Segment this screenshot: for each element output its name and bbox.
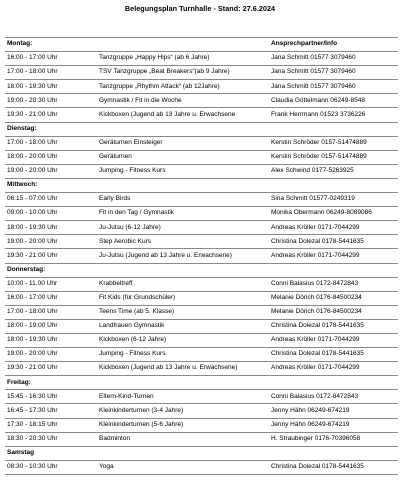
- day-contact-empty: [269, 263, 398, 277]
- contact-cell: Christina Dolezal 0178-5441635: [269, 460, 398, 474]
- contact-cell: Jana Schmitt 01577 3079460: [269, 66, 398, 80]
- schedule-row: [5, 52, 398, 66]
- activity-cell: Ju-Jutsu (6-12 Jahre): [97, 221, 269, 235]
- day-contact-empty: [269, 446, 398, 460]
- activity-cell: Yoga: [97, 460, 269, 474]
- time-cell: 16:45 - 17:30 Uhr: [5, 404, 97, 418]
- day-contact-empty: [269, 178, 398, 192]
- schedule-row: [5, 418, 398, 432]
- contact-heading: Ansprechpartner/Info: [269, 38, 398, 52]
- time-cell: 19:30 - 21:00 Uhr: [5, 249, 97, 263]
- contact-cell: Christina Dolezal 0178-5441635: [269, 319, 398, 333]
- contact-cell: Monika Obermann 06249-8089086: [269, 207, 398, 221]
- activity-cell: Kleinkinderturnen (3-4 Jahre): [97, 404, 269, 418]
- schedule-row: [5, 164, 398, 178]
- day-name: Donnerstag:: [5, 263, 97, 277]
- activity-cell: Jumping - Fitness Kurs: [97, 348, 269, 362]
- time-cell: 17:30 - 18:15 Uhr: [5, 418, 97, 432]
- contact-cell: Jenny Hähn 06249-674219: [269, 418, 398, 432]
- schedule-row: [5, 150, 398, 164]
- day-activity-empty: [97, 122, 269, 136]
- time-cell: 16:00 - 17:00 Uhr: [5, 291, 97, 305]
- activity-cell: Badminton: [97, 432, 269, 446]
- time-cell: 15:45 - 16:30 Uhr: [5, 390, 97, 404]
- contact-cell: Melanie Dörich 0176-84500234: [269, 291, 398, 305]
- contact-cell: Jenny Hähn 06249-674219: [269, 404, 398, 418]
- schedule-row: [5, 207, 398, 221]
- schedule-row: [5, 94, 398, 108]
- contact-cell: Alex Schwind 0177-5263925: [269, 164, 398, 178]
- schedule-row: [5, 390, 398, 404]
- header-row: [5, 38, 398, 52]
- time-cell: 18:30 - 20:30 Uhr: [5, 432, 97, 446]
- day-name: Freitag:: [5, 376, 97, 390]
- activity-cell: Geräturnen: [97, 150, 269, 164]
- contact-cell: Kerstin Schröder 0157-51474889: [269, 136, 398, 150]
- activity-cell: Kleinkinderturnen (5-6 Jahre): [97, 418, 269, 432]
- day-section-row: [5, 178, 398, 192]
- day-contact-empty: [269, 376, 398, 390]
- time-cell: 09:00 - 10:00 Uhr: [5, 207, 97, 221]
- contact-cell: Jana Schmitt 01577 3079460: [269, 52, 398, 66]
- time-cell: 19:00 - 20:00 Uhr: [5, 235, 97, 249]
- activity-cell: Fit in den Tag / Gymnastik: [97, 207, 269, 221]
- contact-cell: Andreas Kröller 0171-7044299: [269, 249, 398, 263]
- activity-cell: Eltern-Kind-Turnen: [97, 390, 269, 404]
- contact-cell: H. Straubinger 0176-70396058: [269, 432, 398, 446]
- time-cell: 19:00 - 20:00 Uhr: [5, 164, 97, 178]
- schedule-row: [5, 291, 398, 305]
- activity-cell: TSV Tanzgruppe „Beat Breakers“(ab 9 Jahre): [97, 66, 269, 80]
- day-activity-empty: [97, 263, 269, 277]
- contact-cell: Conni Balasius 0172-8472843: [269, 277, 398, 291]
- time-cell: 19:00 - 20:30 Uhr: [5, 94, 97, 108]
- schedule-row: [5, 221, 398, 235]
- day-name: Dienstag:: [5, 122, 97, 136]
- schedule-row: [5, 249, 398, 263]
- schedule-row: [5, 348, 398, 362]
- time-cell: 08:30 - 10:30 Uhr: [5, 460, 97, 474]
- time-cell: 17:00 - 18:00 Uhr: [5, 136, 97, 150]
- schedule-row: [5, 66, 398, 80]
- activity-cell: Geräturnen Einsteiger: [97, 136, 269, 150]
- day-activity-empty: [97, 376, 269, 390]
- activity-cell: Kickboxen (Jugend ab 13 Jahre u. Erwachsene: [97, 108, 269, 122]
- activity-cell: Krabbeltreff: [97, 277, 269, 291]
- contact-cell: Conni Balasius 0172-8472843: [269, 390, 398, 404]
- day-activity-empty: [97, 178, 269, 192]
- schedule-row: [5, 319, 398, 333]
- contact-cell: Melanie Dörich 0176-84500234: [269, 305, 398, 319]
- time-cell: 18:00 - 19:30 Uhr: [5, 221, 97, 235]
- time-cell: 19:30 - 21:00 Uhr: [5, 108, 97, 122]
- contact-cell: Andreas Kröller 0171-7044299: [269, 362, 398, 376]
- day-section-row: [5, 122, 398, 136]
- day-activity-empty: [97, 446, 269, 460]
- time-cell: 18:00 - 19:30 Uhr: [5, 80, 97, 94]
- activity-cell: Landfrauen Gymnastik: [97, 319, 269, 333]
- day-name: Mittwoch:: [5, 178, 97, 192]
- activity-cell: Teens Time (ab 5. Klasse): [97, 305, 269, 319]
- contact-cell: Sina Schmitt 01577-0249319: [269, 193, 398, 207]
- activity-cell: Fit Kids (für Grundschüler): [97, 291, 269, 305]
- schedule-row: [5, 277, 398, 291]
- contact-cell: Christina Dolezal 0178-5441635: [269, 348, 398, 362]
- activity-cell: Gymnastik / Fit in die Woche: [97, 94, 269, 108]
- schedule-table: [5, 37, 398, 475]
- activity-cell: Step Aerobic Kurs: [97, 235, 269, 249]
- day-section-row: [5, 446, 398, 460]
- time-cell: 06:15 - 07:00 Uhr: [5, 193, 97, 207]
- contact-cell: Frank Herrmann 01523 3736226: [269, 108, 398, 122]
- activity-cell: Kickboxen (Jugend ab 13 Jahre u. Erwachsene): [97, 362, 269, 376]
- activity-cell: Jumping - Fitness Kurs: [97, 164, 269, 178]
- contact-cell: Christina Dolezal 0178-5441635: [269, 235, 398, 249]
- schedule-row: [5, 108, 398, 122]
- time-cell: 10:00 - 11.00 Uhr: [5, 277, 97, 291]
- time-cell: 18:00 - 19:30 Uhr: [5, 333, 97, 347]
- schedule-row: [5, 333, 398, 347]
- activity-cell: Ju-Jutsu (Jugend ab 13 Jahre u. Erwachsene): [97, 249, 269, 263]
- time-cell: 18:00 - 20:00 Uhr: [5, 150, 97, 164]
- schedule-row: [5, 235, 398, 249]
- time-cell: 18:00 - 19:00 Uhr: [5, 319, 97, 333]
- time-cell: 19:00 - 20:00 Uhr: [5, 348, 97, 362]
- schedule-row: [5, 432, 398, 446]
- day-section-row: [5, 376, 398, 390]
- contact-cell: Andreas Kröller 0171-7044299: [269, 333, 398, 347]
- contact-cell: Jana Schmitt 01577 3079460: [269, 80, 398, 94]
- document-title: Belegungsplan Turnhalle - Stand: 27.6.2024: [124, 4, 276, 13]
- time-cell: 17:00 - 18:00 Uhr: [5, 305, 97, 319]
- schedule-row: [5, 80, 398, 94]
- contact-cell: Kerstin Schröder 0157-51474889: [269, 150, 398, 164]
- schedule-row: [5, 460, 398, 474]
- activity-cell: Early Birds: [97, 193, 269, 207]
- day-name: Samstag: [5, 446, 97, 460]
- activity-cell: Tanzgruppe „Happy Hips“ (ab 6 Jahre): [97, 52, 269, 66]
- time-cell: 16:00 - 17:00 Uhr: [5, 52, 97, 66]
- schedule-row: [5, 404, 398, 418]
- contact-cell: Andreas Kröller 0171-7044299: [269, 221, 398, 235]
- activity-heading: [97, 38, 269, 52]
- schedule-row: [5, 136, 398, 150]
- activity-cell: Kickboxen (6-12 Jahre): [97, 333, 269, 347]
- time-cell: 17:00 - 18:00 Uhr: [5, 66, 97, 80]
- schedule-row: [5, 193, 398, 207]
- schedule-row: [5, 362, 398, 376]
- day-heading: Montag:: [5, 38, 97, 52]
- day-contact-empty: [269, 122, 398, 136]
- contact-cell: Claudia Göttelmann 06249-8548: [269, 94, 398, 108]
- day-section-row: [5, 263, 398, 277]
- schedule-row: [5, 305, 398, 319]
- time-cell: 19:30 - 21:00 Uhr: [5, 362, 97, 376]
- activity-cell: Tanzgruppe „Rhythm Attack“ (ab 12Jahre): [97, 80, 269, 94]
